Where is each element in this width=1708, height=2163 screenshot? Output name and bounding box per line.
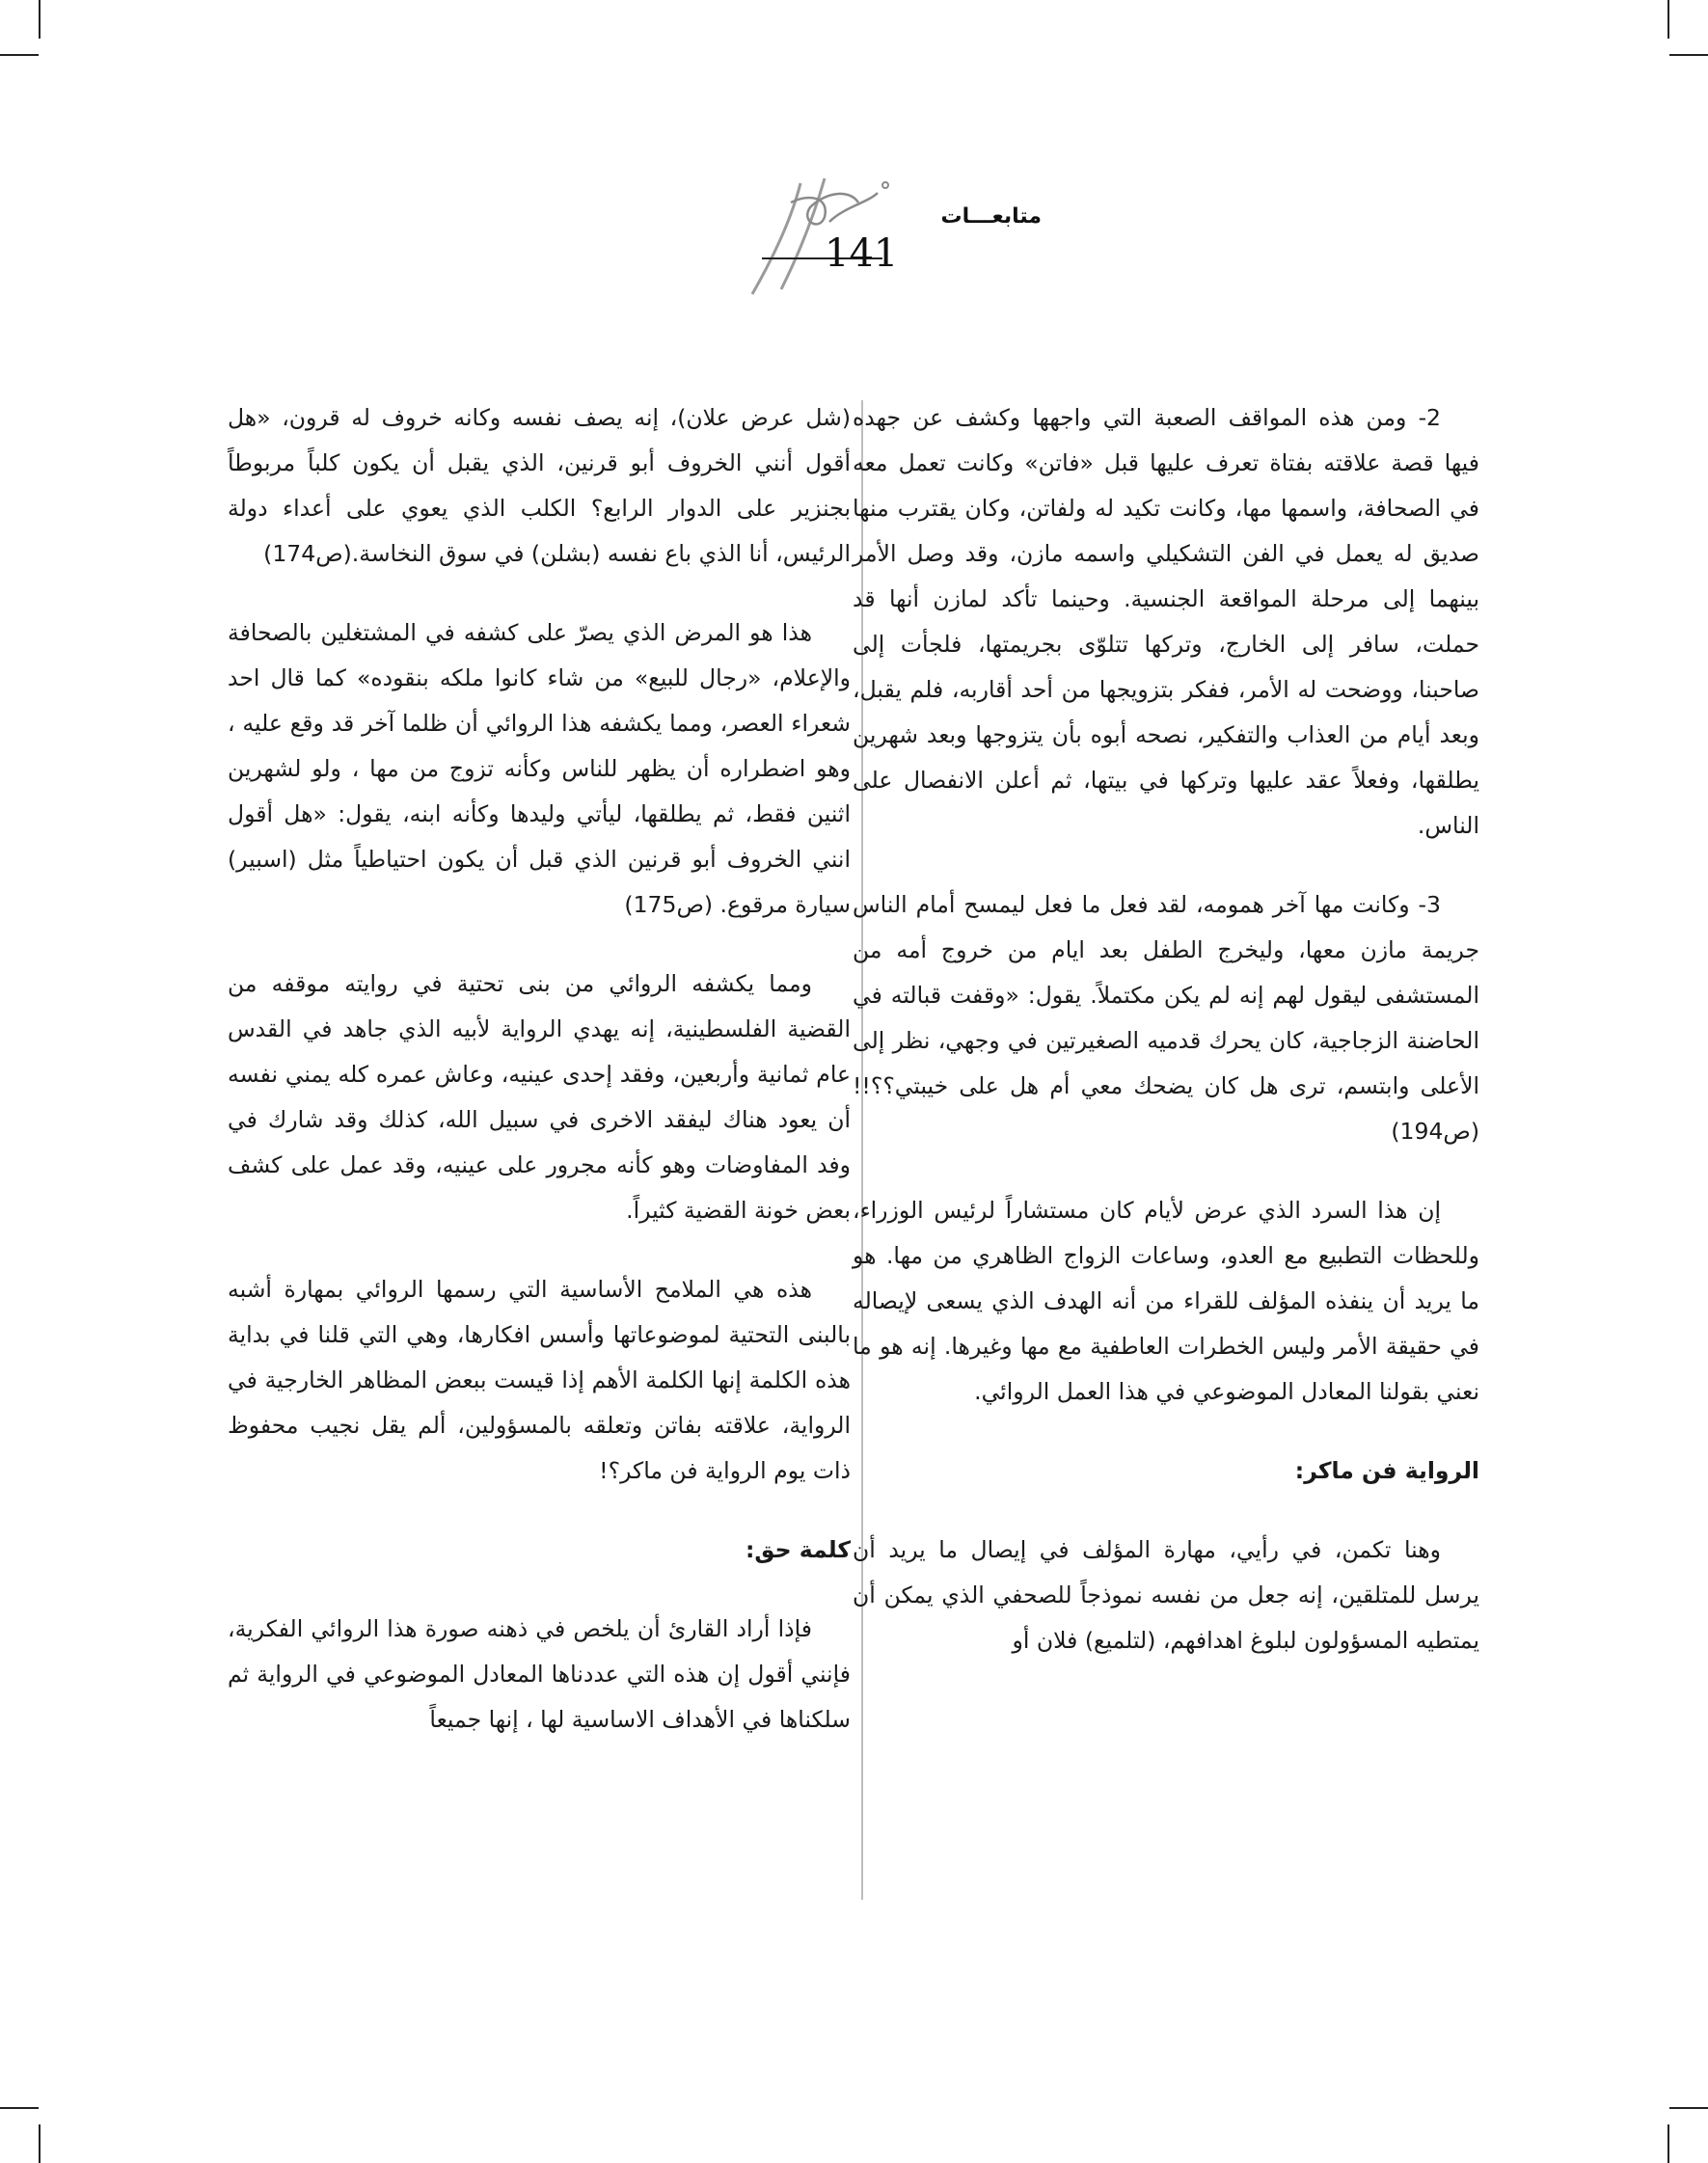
- section-heading: الرواية فن ماكر:: [1294, 1457, 1479, 1484]
- left-column: [228, 395, 851, 1776]
- paragraph: هذه هي الملامح الأساسية التي رسمها الروائي بمهارة أشبه بالبنى التحتية لموضوعاتها وأسس افكارها، وهي التي قلنا في بداية هذه الكلمة إنها الكلمة الأهم إذا قيست ببعض المظاهر الخارجية في الرواية، علاقته بفاتن وتعلقه بالمسؤولين، ألم يقل نجيب محفوظ ذات يوم الرواية فن ماكر؟!: [228, 1276, 851, 1484]
- crop-mark-bottom-left-h: [0, 2107, 39, 2109]
- right-column: [853, 395, 1479, 1697]
- section-heading: كلمة حق:: [746, 1536, 851, 1563]
- paragraph: ومما يكشفه الروائي من بنى تحتية في روايته موقفه من القضية الفلسطينية، إنه يهدي الرواية لأبيه الذي جاهد في القدس عام ثمانية وأربعين، وفقد إحدى عينيه، وعاش عمره كله يمني نفسه أن يعود هناك ليفقد الاخرى في سبيل الله، كذلك وقد شارك في وفد المفاوضات وهو كأنه مجرور على عينيه، وقد عمل على كشف بعض خونة القضية كثيراً.: [228, 970, 851, 1224]
- crop-mark-bottom-right: [1667, 2124, 1669, 2163]
- page-header: [714, 164, 1042, 299]
- section-label: متابعـــات: [940, 204, 1042, 229]
- paragraph: (شل عرض علان)، إنه يصف نفسه وكانه خروف له قرون، «هل أقول أنني الخروف أبو قرنين، الذي يقبل أن يكون كلباً مربوطاً بجنزير على الدوار الرابع؟ الكلب الذي يعوي على أعداء دولة الرئيس، أنا الذي باع نفسه (بشلن) في سوق النخاسة.(ص174): [228, 404, 851, 567]
- page-number: 141: [825, 231, 899, 276]
- paragraph: 3- وكانت مها آخر همومه، لقد فعل ما فعل ليمسح أمام الناس جريمة مازن معها، وليخرج الطفل بعد ايام من خروج أمه من المستشفى ليقول لهم إنه لم يكن مكتملاً. يقول: «وقفت قبالته في الحاضنة الزجاجية، كان يحرك قدميه الصغيرتين في وجهي، نظر إلى الأعلى وابتسم، ترى هل كان يضحك معي أم هل على خيبتي؟؟!!(ص194): [853, 891, 1479, 1145]
- paragraph: وهنا تكمن، في رأيي، مهارة المؤلف في إيصال ما يريد أن يرسل للمتلقين، إنه جعل من نفسه نموذجاً للصحفي الذي يمكن أن يمتطيه المسؤولون لبلوغ اهدافهم، (لتلميع) فلان أو: [853, 1536, 1479, 1654]
- crop-mark-top-right: [1667, 0, 1669, 39]
- paragraph: فإذا أراد القارئ أن يلخص في ذهنه صورة هذا الروائي الفكرية، فإنني أقول إن هذه التي عددناها المعادل الموضوعي في الرواية ثم سلكناها في الأهداف الاساسية لها ، إنها جميعاً: [228, 1615, 851, 1733]
- crop-mark-top-left-h: [0, 54, 39, 56]
- crop-mark-top-right-h: [1669, 54, 1708, 56]
- crop-mark-bottom-left: [39, 2124, 41, 2163]
- crop-mark-top-left: [39, 0, 41, 39]
- paragraph: هذا هو المرض الذي يصرّ على كشفه في المشتغلين بالصحافة والإعلام، «رجال للبيع» من شاء كانوا ملكه بنقوده» كما قال احد شعراء العصر، ومما يكشفه هذا الروائي أن ظلما آخر قد وقع عليه ، وهو اضطراره أن يظهر للناس وكأنه تزوج من مها ، ولو لشهرين اثنين فقط، ثم يطلقها، ليأتي وليدها وكأنه ابنه، يقول: «هل أقول انني الخروف أبو قرنين الذي قبل أن يكون احتياطياً مثل (اسبير) سيارة مرقوع. (ص175): [228, 619, 851, 918]
- paragraph: إن هذا السرد الذي عرض لأيام كان مستشاراً لرئيس الوزراء، وللحظات التطبيع مع العدو، وساعات الزواج الظاهري من مها. هو ما يريد أن ينفذه المؤلف للقراء من أنه الهدف الذي يسعى لإيصاله في حقيقة الأمر وليس الخطرات العاطفية مع مها وغيرها. إنه هو ما نعني بقولنا المعادل الموضوعي في هذا العمل الروائي.: [853, 1197, 1479, 1405]
- paragraph: 2- ومن هذه المواقف الصعبة التي واجهها وكشف عن جهده فيها قصة علاقته بفتاة تعرف عليها قبل «فاتن» وكانت تعمل معه في الصحافة، واسمها مها، وكانت تكيد له ولفاتن، وكان يقترب منها صديق له يعمل في الفن التشكيلي واسمه مازن، وقد وصل الأمر بينهما إلى مرحلة المواقعة الجنسية. وحينما تأكد لمازن أنها قد حملت، سافر إلى الخارج، وتركها تتلوّى بجريمتها، فلجأت إلى صاحبنا، ووضحت له الأمر، ففكر بتزويجها من أحد أقاربه، فلم يقبل، وبعد أيام من العذاب والتفكير، نصحه أبوه بأن يتزوجها وبعد شهرين يطلقها، وفعلاً عقد عليها وتركها في بيتها، ثم أعلن الانفصال على الناس.: [853, 404, 1479, 839]
- crop-mark-bottom-right-h: [1669, 2107, 1708, 2109]
